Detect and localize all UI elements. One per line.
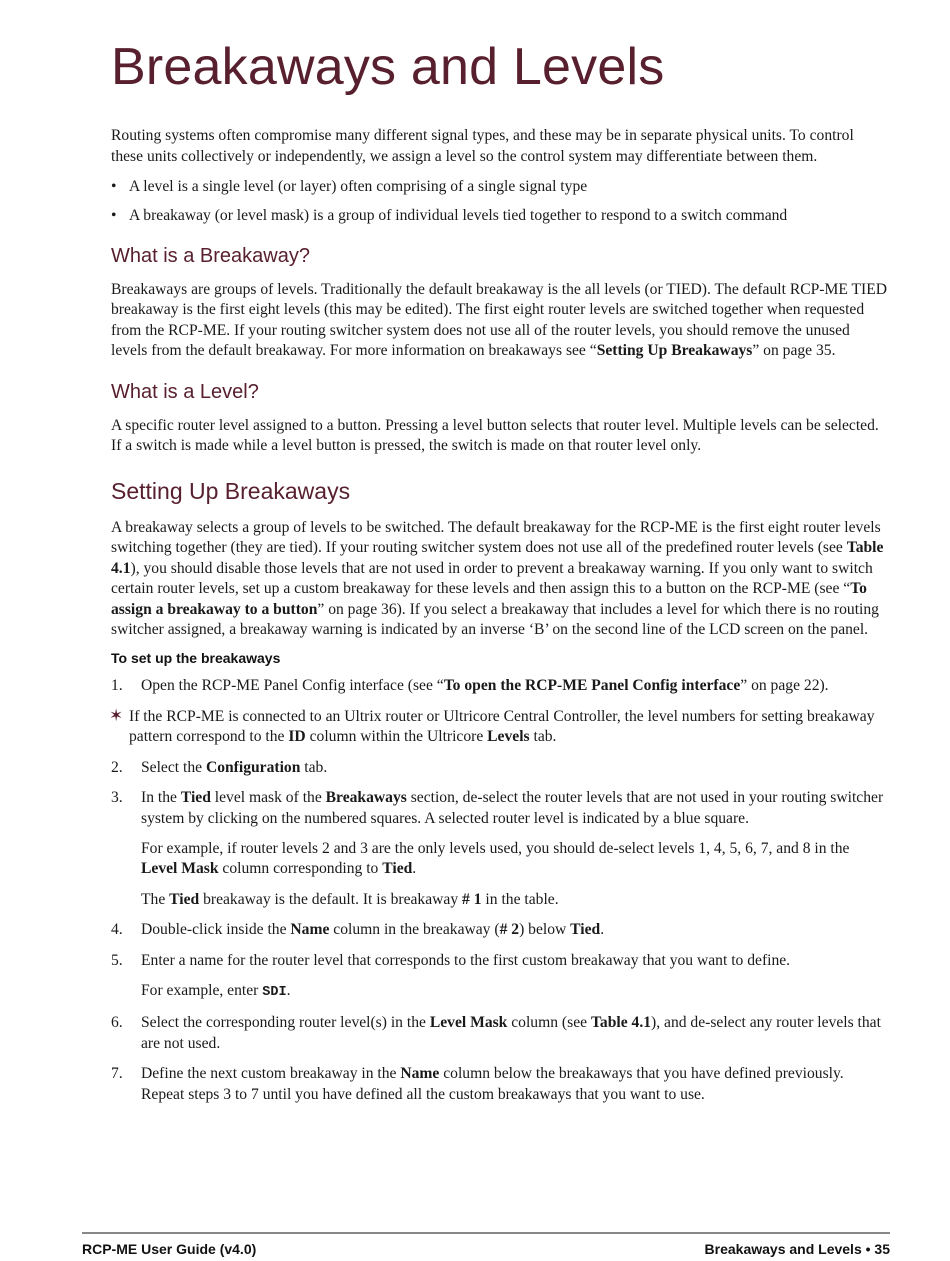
bold-term: Level Mask [429,1014,508,1032]
level-paragraph: A specific router level assigned to a button. Pressing a level button selects that router level. Multiple levels can be selected. If a switch is made while a level button is pressed, the switch is made on that router level only. [111,416,879,455]
bold-term: Breakaways [325,789,407,807]
text-run: column corresponding to [218,860,383,878]
bold-term: Levels [487,728,530,746]
text-run: ) below [519,921,571,939]
step-item [111,1064,889,1105]
bold-term: Tied [570,921,601,939]
text-run: section, de-select the router levels that are not used in your routing switcher system by clicking on the numbered squares. A selected router level is indicated by a blue square. [141,789,884,827]
text-run: Open the RCP-ME Panel Config interface (see “ [141,677,444,695]
text-run: . [286,981,291,999]
text-run: Define the next custom breakaway in the [141,1065,401,1083]
text-run: tab. [300,758,328,776]
step-detail [111,839,889,880]
step-item [111,951,889,971]
step-item [111,1013,889,1054]
bullet-dot-icon: • [111,178,117,196]
text-run: ” on page 35. [752,342,836,360]
section-heading-setup: Setting Up Breakaways [111,478,351,505]
code-value: SDI [262,984,287,1000]
text-run: column (see [507,1014,591,1032]
star-note-icon: ✶ [109,705,124,725]
text-run: For example, enter [141,981,263,999]
bold-term: # 1 [462,890,482,908]
step-number: 1. [111,677,123,695]
setup-paragraph [111,518,889,640]
text-run: . [412,860,417,878]
text-run: Breakaways are groups of levels. Traditionally the default breakaway is the all levels (or TIED). The default RCP-ME TIED breakaway is the first eight levels (this may be edited). The first eight router levels are switched together when requested from the RCP-ME. If your routing switcher system does not use all of the router levels, you should remove the unused levels from the default breakaway. For more information on breakaways see “ [111,281,888,360]
cross-reference-link[interactable]: Setting Up Breakaways [596,342,753,360]
intro-paragraph: Routing systems often compromise many different signal types, and these may be in separate physical units. To control these units collectively or independently, we assign a level so the control system may differentiate between them. [111,127,854,165]
text-run: breakaway is the default. It is breakaway [199,890,463,908]
text-run: For example, if router levels 2 and 3 are the only levels used, you should de-select levels 1, 4, 5, 6, 7, and 8 in the [141,839,850,857]
table-reference-link[interactable]: Table 4.1 [590,1014,652,1032]
section-heading-level: What is a Level? [111,380,259,403]
bullet-item [111,206,889,226]
text-run: column within the Ultricore [305,728,488,746]
text-run: Select the corresponding router level(s) in the [141,1014,430,1032]
page-title: Breakaways and Levels [111,38,665,96]
footer-page-label: Breakaways and Levels • 35 [704,1241,890,1257]
procedure-title: To set up the breakaways [111,650,281,667]
text-run: . [600,921,605,939]
step-detail [111,981,889,1003]
text-run: column below the breakaways that you have defined previously. Repeat steps 3 to 7 until you have defined all the custom breakaways that you want to use. [141,1065,844,1103]
bullet-text: A breakaway (or level mask) is a group of individual levels tied together to respond to a switch command [129,206,788,224]
text-run: In the [141,789,181,807]
step-item [111,676,889,696]
text-run: Select the [141,758,206,776]
step-item [111,920,889,940]
page-content [111,36,889,1115]
step-item [111,758,889,778]
text-run: column in the breakaway ( [329,921,500,939]
section-heading-breakaway: What is a Breakaway? [111,245,310,268]
cross-reference-link[interactable]: To assign a breakaway to a button [111,580,867,618]
bold-term: Tied [169,890,200,908]
bold-term: Level Mask [141,860,219,878]
bold-term: Tied [382,860,413,878]
text-run: ” on page 36). If you select a breakaway that includes a level for which there is no routing switcher assigned, a breakaway warning is indicated by an inverse ‘B’ on the second line of the LCD screen on the panel. [111,600,879,639]
text-run: in the table. [481,890,559,908]
step-number: 3. [111,789,123,807]
bold-term: ID [288,728,306,746]
step-detail [111,890,889,910]
bold-term: Name [290,921,330,939]
text-run: ), and de-select any router levels that are not used. [141,1014,881,1052]
step-number: 5. [111,951,123,969]
step-number: 2. [111,758,123,776]
text-run: tab. [529,728,557,746]
cross-reference-link[interactable]: To open the RCP-ME Panel Config interface [443,677,741,695]
step-item [111,788,889,829]
step-number: 7. [111,1065,123,1083]
footer-guide-title: RCP-ME User Guide (v4.0) [82,1241,257,1257]
table-reference-link[interactable]: Table 4.1 [111,539,884,577]
text-run: Double-click inside the [141,921,291,939]
step-number: 4. [111,921,123,939]
bold-term: Configuration [205,758,301,776]
text-run: level mask of the [210,789,326,807]
bold-term: Tied [180,789,211,807]
bullet-dot-icon: • [111,206,117,224]
text-run: Enter a name for the router level that corresponds to the first custom breakaway that you want to define. [141,951,791,969]
text-run: The [141,890,170,908]
text-run: If the RCP-ME is connected to an Ultrix router or Ultricore Central Controller, the level numbers for setting breakaway pattern correspond to the [129,707,875,746]
text-run: ” on page 22). [740,677,829,695]
footer-divider [82,1232,890,1234]
step-number: 6. [111,1014,123,1032]
bold-term: # 2 [499,921,520,939]
breakaway-paragraph [111,280,889,362]
text-run: A breakaway selects a group of levels to be switched. The default breakaway for the RCP-ME is the first eight router levels switching together (they are tied). If your routing switcher system does not use all of the predefined router levels (see [111,519,881,557]
bullet-item [111,177,889,197]
text-run: ), you should disable those levels that are not used in order to prevent a breakaway warning. If you only want to switch certain router levels, set up a custom breakaway for these levels and then assign this to a button on the RCP-ME (see “ [111,559,873,598]
bold-term: Name [400,1065,440,1083]
note-item [111,707,889,748]
bullet-text: A level is a single level (or layer) often comprising of a single signal type [129,178,588,196]
